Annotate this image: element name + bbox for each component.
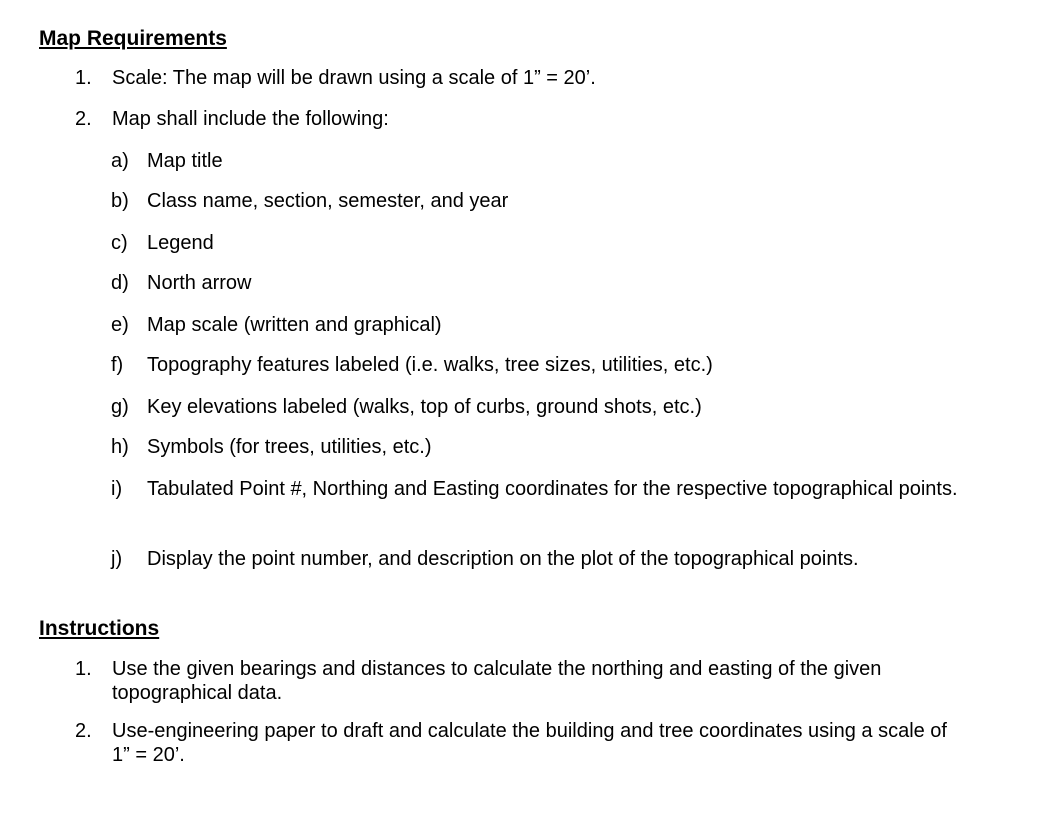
subitem-a-map-title — [111, 149, 971, 173]
subitem-b-class-name — [111, 189, 971, 213]
subitem-i-marker: i) — [111, 478, 123, 500]
subitem-d-marker: d) — [111, 272, 129, 294]
subitem-b-text: Class name, section, semester, and year — [147, 190, 509, 212]
subitem-c-legend — [111, 231, 971, 255]
requirement-item-1-marker: 1. — [75, 67, 92, 89]
subitem-f-topography-features — [111, 353, 971, 377]
subitem-a-marker: a) — [111, 150, 129, 172]
subitem-a-text: Map title — [147, 150, 223, 172]
map-requirements-heading: Map Requirements — [39, 27, 227, 50]
subitem-d-north-arrow — [111, 271, 971, 295]
subitem-b-marker: b) — [111, 190, 129, 212]
subitem-h-symbols — [111, 435, 971, 459]
subitem-f-marker: f) — [111, 354, 124, 376]
requirement-item-1-text: Scale: The map will be drawn using a scale of 1” = 20’. — [112, 67, 596, 89]
subitem-f-text: Topography features labeled (i.e. walks, tree sizes, utilities, etc.) — [147, 354, 713, 376]
subitem-j-marker: j) — [111, 548, 123, 570]
instruction-item-1-marker: 1. — [75, 658, 92, 680]
subitem-i-text: Tabulated Point #, Northing and Easting coordinates for the respective topographical points. — [147, 478, 958, 500]
subitem-j-display-point-number — [111, 547, 981, 571]
requirement-item-2 — [75, 107, 975, 131]
subitem-j-text: Display the point number, and description on the plot of the topographical points. — [147, 548, 859, 570]
subitem-i-tabulated-points — [111, 477, 973, 503]
instruction-item-2-marker: 2. — [75, 720, 92, 742]
requirement-item-2-marker: 2. — [75, 108, 92, 130]
instruction-item-1 — [75, 657, 960, 705]
subitem-e-text: Map scale (written and graphical) — [147, 314, 442, 336]
subitem-e-marker: e) — [111, 314, 129, 336]
subitem-h-marker: h) — [111, 436, 129, 458]
subitem-g-text: Key elevations labeled (walks, top of curbs, ground shots, etc.) — [147, 396, 702, 418]
subitem-g-marker: g) — [111, 396, 129, 418]
subitem-h-text: Symbols (for trees, utilities, etc.) — [147, 436, 432, 458]
subitem-d-text: North arrow — [147, 272, 252, 294]
subitem-c-text: Legend — [147, 232, 214, 254]
requirement-item-1 — [75, 66, 975, 90]
subitem-g-key-elevations — [111, 395, 971, 419]
instruction-item-2 — [75, 719, 960, 767]
instruction-item-1-text: Use the given bearings and distances to calculate the northing and easting of the given topographical data. — [112, 658, 882, 704]
subitem-e-map-scale — [111, 313, 971, 337]
instruction-item-2-text: Use-engineering paper to draft and calculate the building and tree coordinates using a scale of 1” = 20’. — [112, 720, 947, 766]
instructions-heading: Instructions — [39, 617, 160, 640]
requirement-item-2-text: Map shall include the following: — [112, 108, 389, 130]
subitem-c-marker: c) — [111, 232, 128, 254]
